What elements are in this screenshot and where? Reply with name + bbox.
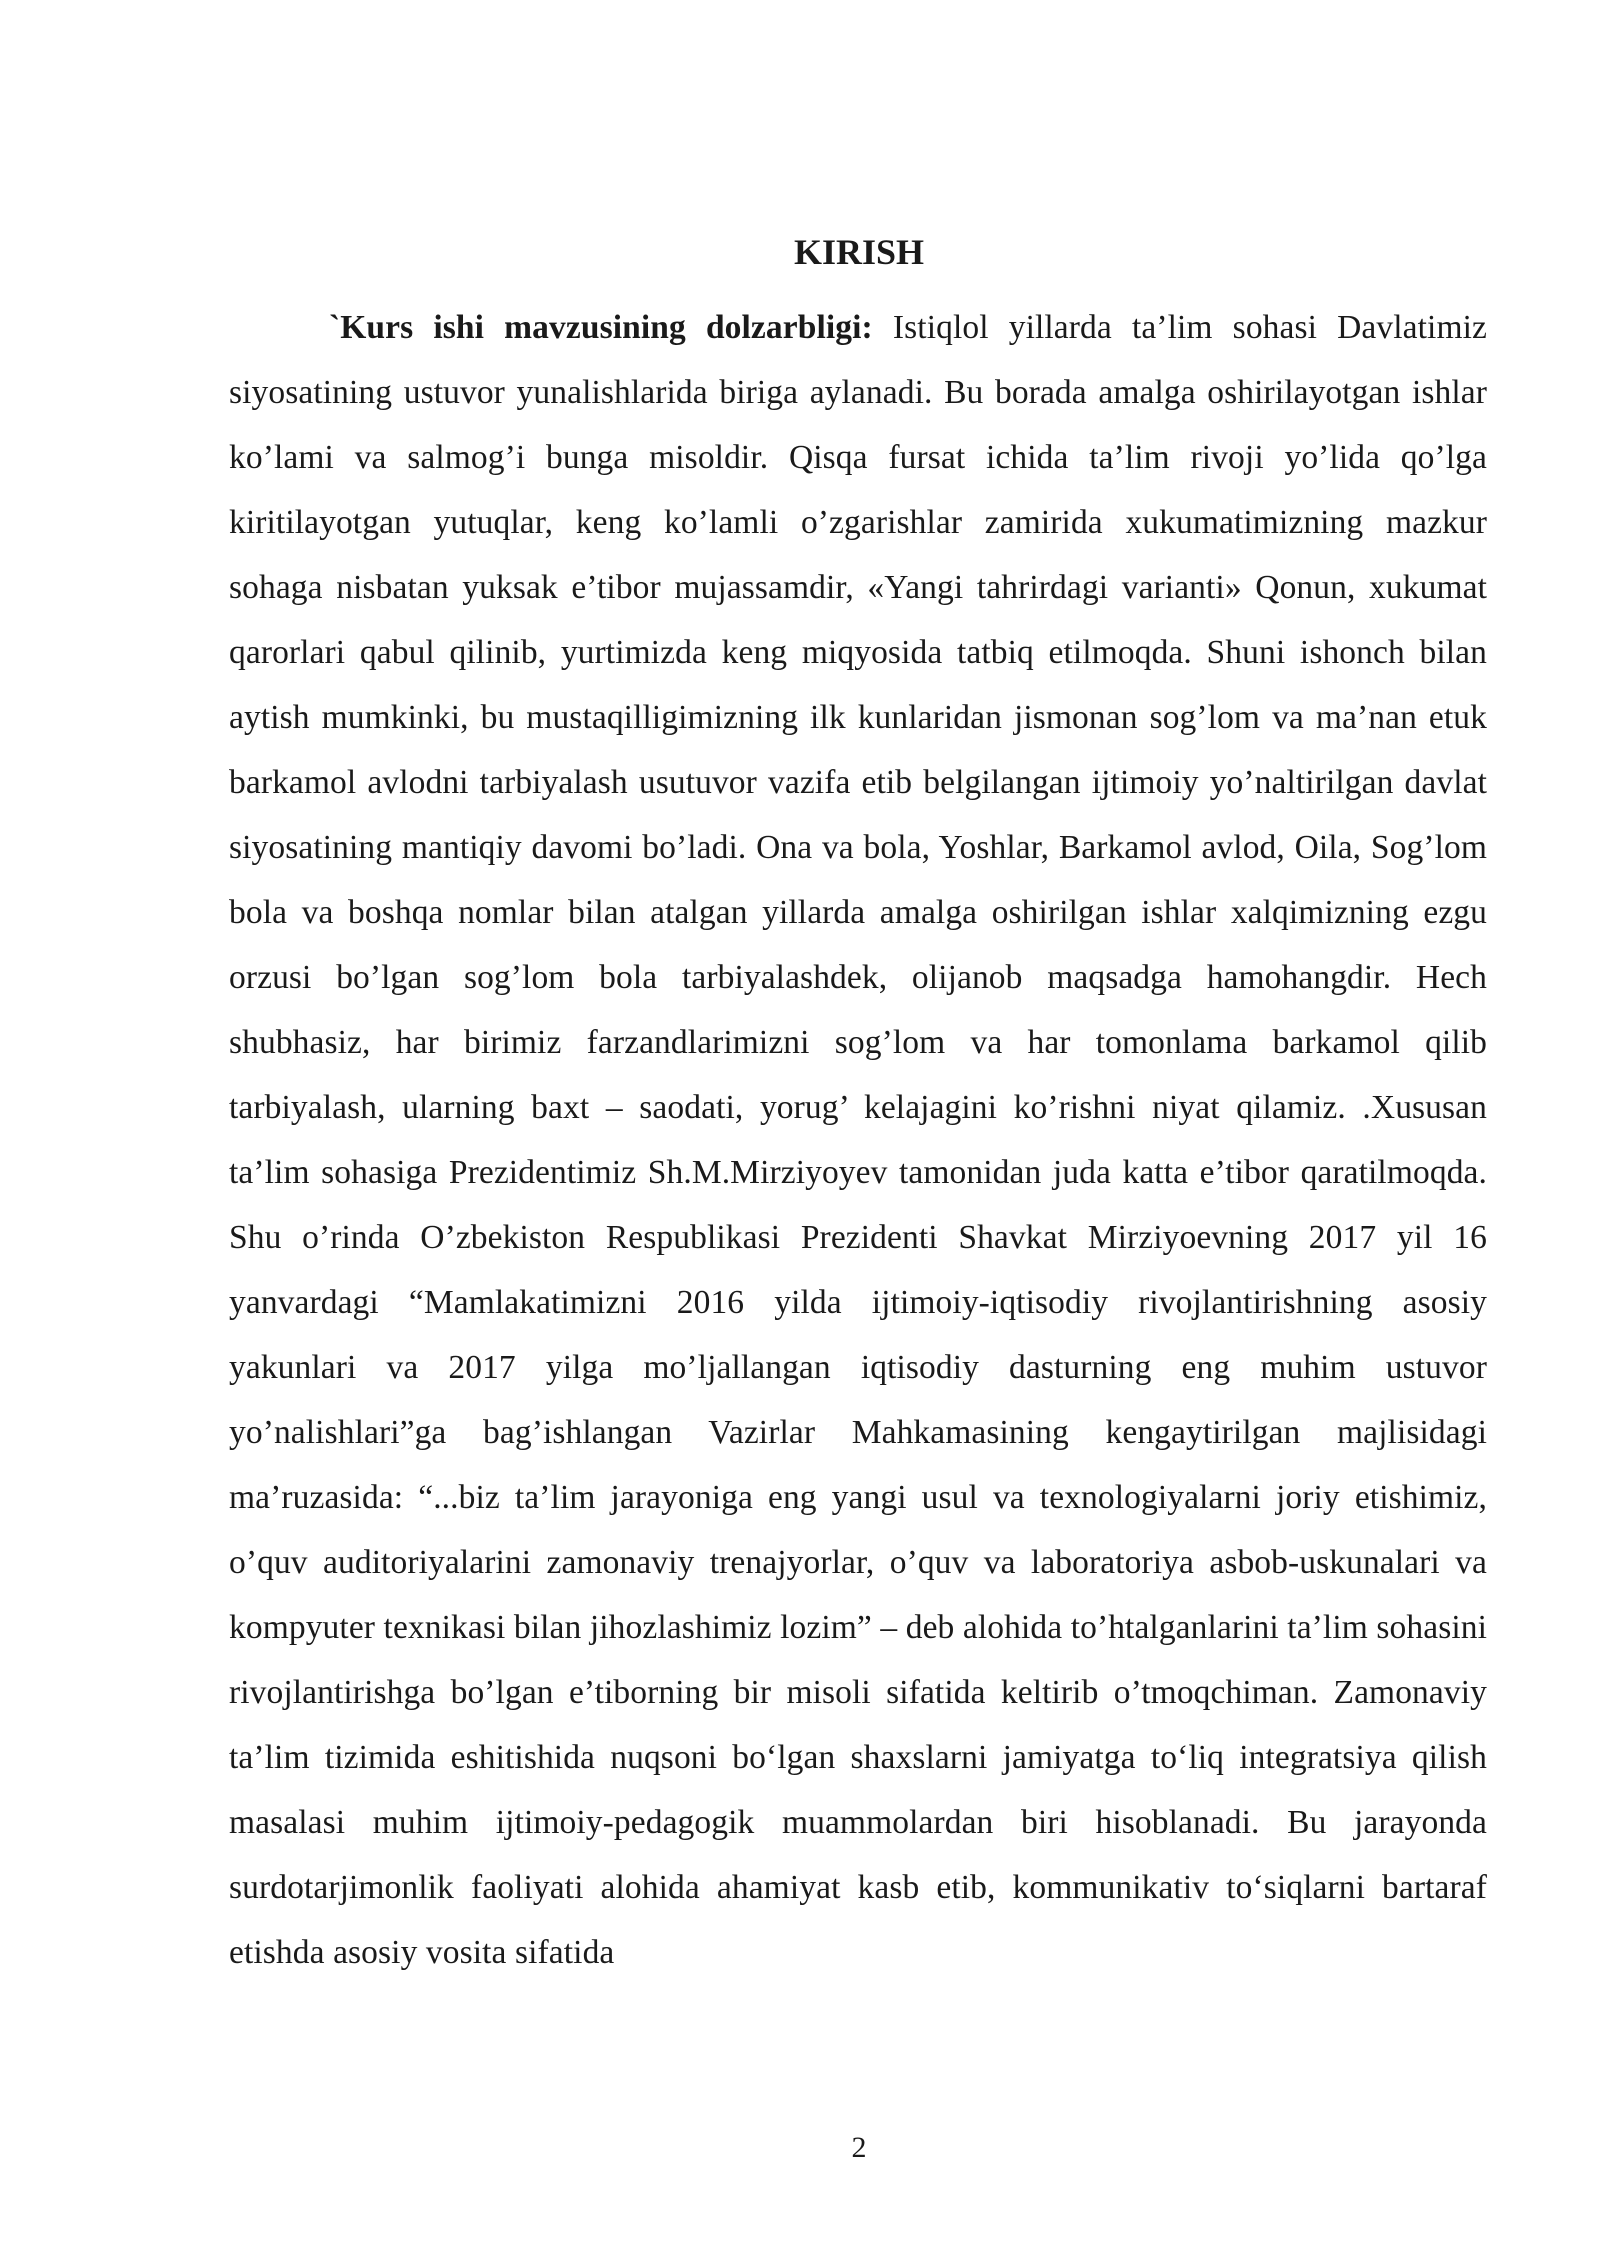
lead-label: `Kurs ishi mavzusining dolzarbligi:	[329, 309, 873, 346]
paragraph-text: Istiqlol yillarda ta’lim sohasi Davlatimiz siyosatining ustuvor yunalishlarida biriga aylanadi. Bu borada amalga oshirilayotgan ishlar ko’lami va salmog’i bunga misoldir. Qisqa fursat ichida ta’lim rivoji yo’lida qo’lga kiritilayotgan yutuqlar, keng ko’lamli o’zgarishlar zamirida xukumatimizning mazkur sohaga nisbatan yuksak e’tibor mujassamdir, «Yangi tahrirdagi varianti» Qonun, xukumat qarorlari qabul qilinib, yurtimizda keng miqyosida tatbiq etilmoqda. Shuni ishonch bilan aytish mumkinki, bu mustaqilligimizning ilk kunlaridan jismonan sog’lom va ma’nan etuk barkamol avlodni tarbiyalash usutuvor vazifa etib belgilangan ijtimoiy yo’naltirilgan davlat siyosatining mantiqiy davomi bo’ladi. Ona va bola, Yoshlar, Barkamol avlod, Oila, Sog’lom bola va boshqa nomlar bilan atalgan yillarda amalga oshirilgan ishlar xalqimizning ezgu orzusi bo’lgan sog’lom bola tarbiyalashdek, olijanob maqsadga hamohangdir. Hech shubhasiz, har birimiz farzandlarimizni sog’lom va har tomonlama barkamol qilib tarbiyalash, ularning baxt – saodati, yorug’ kelajagini ko’rishni niyat qilamiz. .Xususan ta’lim sohasiga Prezidentimiz Sh.M.Mirziyoyev tamonidan juda katta e’tibor qaratilmoqda. Shu o’rinda O’zbekiston Respublikasi Prezidenti Shavkat Mirziyoevning 2017 yil 16 yanvardagi “Mamlakatimizni 2016 yilda ijtimoiy-iqtisodiy rivojlantirishning asosiy yakunlari va 2017 yilga mo’ljallangan iqtisodiy dasturning eng muhim ustuvor yo’nalishlari”ga bag’ishlangan Vazirlar Mahkamasining kengaytirilgan majlisidagi ma’ruzasida: “...biz ta’lim jarayoniga eng yangi usul va texnologiyalarni joriy etishimiz, o’quv auditoriyalarini zamonaviy trenajyorlar, o’quv va laboratoriya asbob-uskunalari va kompyuter texnikasi bilan jihozlashimiz lozim” – deb alohida to’htalganlarini ta’lim sohasini rivojlantirishga bo’lgan e’tiborning bir misoli sifatida keltirib o’tmoqchiman. Zamonaviy ta’lim tizimida eshitishida nuqsoni boʻlgan shaxslarni jamiyatga toʻliq integratsiya qilish masalasi muhim ijtimoiy-pedagogik muammolardan biri hisoblanadi. Bu jarayonda surdotarjimonlik faoliyati alohida ahamiyat kasb etib, kommunikativ toʻsiqlarni bartaraf etishda asosiy vosita sifatida	[229, 309, 1487, 1971]
section-title: KIRISH	[793, 232, 925, 272]
page-number: 2	[851, 2131, 867, 2164]
body-paragraph	[229, 295, 1487, 1985]
